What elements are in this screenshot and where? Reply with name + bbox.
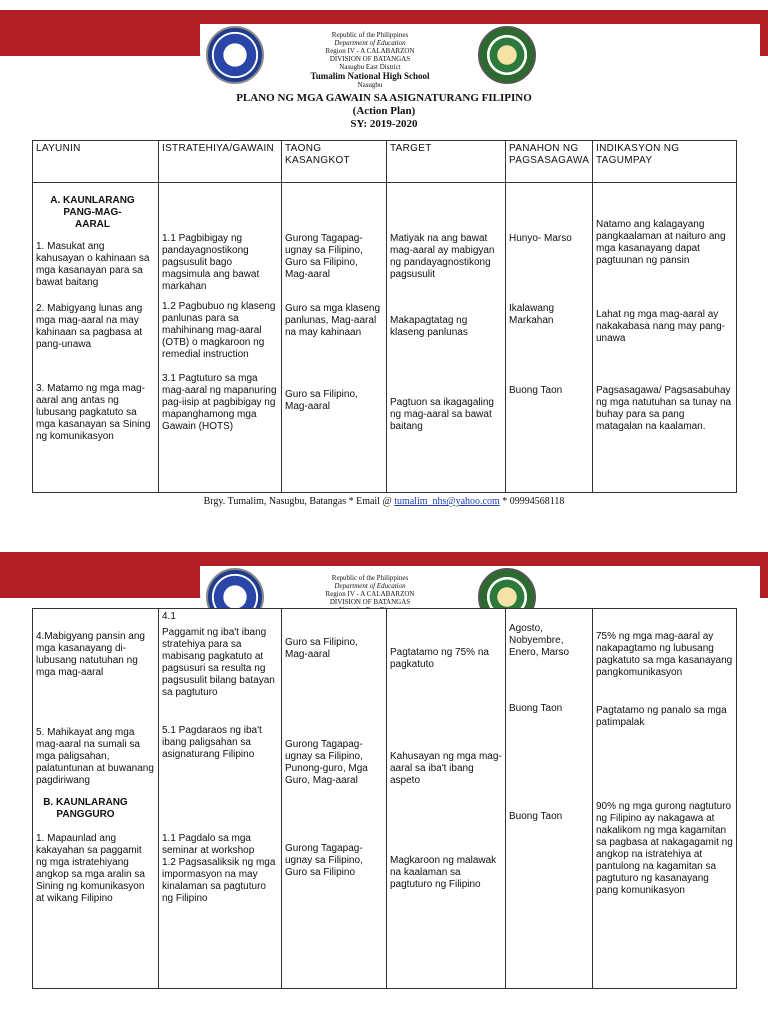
table-header-row [33, 141, 737, 183]
title-line-2: (Action Plan) [352, 105, 416, 117]
cell-target [387, 609, 506, 989]
section-b-heading: B. KAUNLARANG PANGGURO [43, 797, 128, 820]
col-header-panahon: PANAHON NG PAGSASAGAWA [506, 141, 593, 183]
indikasyon-2: Lahat ng mga mag-aaral ay nakakabasa nang may pang-unawa [596, 309, 725, 344]
istratehiya-3: 3.1 Pagtuturo sa mga mag-aaral ng mapanuring pag-iisip at pagbibigay ng mapanghamong mga Gawain (HOTS) [162, 373, 277, 432]
letterhead-2-line-3: Region IV - A CALABARZON [325, 590, 415, 598]
page-2 [0, 550, 768, 1024]
taong-5: Gurong Tagapag-ugnay sa Filipino, Punong-guro, Mga Guro, Mag-aaral [285, 739, 368, 786]
cell-panahon [506, 609, 593, 989]
letterhead-2-line-2: Department of Education [334, 582, 406, 590]
letterhead-2-line-4: DIVISION OF BATANGAS [329, 598, 411, 606]
letterhead-line-5: Nasugbu East District [339, 63, 401, 71]
cell-indikasyon [593, 183, 737, 493]
taong-1: Gurong Tagapag-ugnay sa Filipino, Guro sa Filipino, Mag-aaral [285, 233, 363, 280]
indikasyon-3: Pagsasagawa/ Pagsasabuhay ng mga natutuhan sa tunay na buhay para sa pang matagalan na kaalaman. [596, 385, 732, 432]
indikasyon-1: Natamo ang kalagayang pangkaalaman at naituro ang mga kasanayang dapat pagtuunan ng pansin [596, 219, 726, 266]
target-2: Makapagtatag ng klaseng panlunas [390, 315, 468, 338]
col-header-indikasyon: INDIKASYON NG TAGUMPAY [593, 141, 737, 183]
taong-b1: Gurong Tagapag-ugnay sa Filipino, Guro sa Filipino [285, 843, 363, 878]
istratehiya-b1-b: 1.2 Pagsasaliksik ng mga impormasyon na may kinalaman sa pagtuturo ng Filipino [162, 857, 276, 904]
cell-taong-kasangkot [282, 609, 387, 989]
page-footer [0, 496, 768, 507]
layunin-1: 1. Masukat ang kahusayan o kahinaan sa mga kasanayan para sa bawat baitang [36, 241, 150, 288]
panahon-1: Hunyo- Marso [509, 233, 572, 244]
cell-istratehiya [159, 183, 282, 493]
page-1 [0, 0, 768, 505]
cell-layunin [33, 609, 159, 989]
istratehiya-1: 1.1 Pagbibigay ng pandayagnostikong pagsusulit bago magsimula ang bawat markahan [162, 233, 260, 292]
indikasyon-4: 75% ng mga mag-aaral ay nakapagtamo ng lubusang pagkatuto sa mga kasanayang pangkomunikasyon [596, 631, 733, 678]
panahon-2: Ikalawang Markahan [509, 303, 555, 326]
table-row [33, 609, 737, 989]
layunin-3: 3. Matamo ng mga mag-aaral ang antas ng lubusang pagkatuto sa mga kasanayan sa Sining ng komunikasyon [36, 383, 151, 442]
istratehiya-2: 1.2 Pagbubuo ng klaseng panlunas para sa mahihinang mag-aaral (OTB) o magkaroon ng remedial instruction [162, 301, 276, 360]
title-line-3: SY: 2019-2020 [350, 118, 418, 130]
deped-seal-logo [206, 26, 264, 84]
indikasyon-5: Pagtatamo ng panalo sa mga patimpalak [596, 705, 727, 728]
taong-3: Guro sa Filipino, Mag-aaral [285, 389, 358, 412]
panahon-b1: Buong Taon [509, 811, 563, 822]
cell-istratehiya [159, 609, 282, 989]
target-b1: Magkaroon ng malawak na kaalaman sa pagtuturo ng Filipino [390, 855, 497, 890]
col-header-layunin: LAYUNIN [33, 141, 159, 183]
school-name: Tumalim National High School [310, 71, 430, 81]
target-3: Pagtuon sa ikagagaling ng mag-aaral sa bawat baitang [390, 397, 494, 432]
indikasyon-b1: 90% ng mga gurong nagtuturo ng Filipino ay nakagawa at nakalikom ng mga kagamitan sa pagbasa at nakagagamit ng angkop na istratehiya at pantulong na kagamitan sa pagtuturo ng kasanayang pang komunikasyon [596, 801, 733, 896]
istratehiya-4-num: 4.1 [162, 611, 176, 622]
document-title [0, 92, 768, 131]
letterhead [270, 31, 470, 89]
action-plan-table-page-2 [32, 608, 737, 989]
footer-address: Brgy. Tumalim, Nasugbu, Batangas * Email @ [203, 496, 395, 507]
panahon-5: Buong Taon [509, 703, 563, 714]
panahon-3: Buong Taon [509, 385, 563, 396]
col-header-target: TARGET [387, 141, 506, 183]
target-4: Pagtatamo ng 75% na pagkatuto [390, 647, 489, 670]
school-seal-logo [478, 26, 536, 84]
letterhead-2-line-1: Republic of the Philippines [331, 574, 409, 582]
istratehiya-5: 5.1 Pagdaraos ng iba't ibang paligsahan sa asignaturang Filipino [162, 725, 262, 760]
letterhead-town: Nasugbu [357, 81, 383, 89]
table-row [33, 183, 737, 493]
footer-email-link[interactable]: tumalim_nhs@yahoo.com [394, 496, 500, 507]
section-a-heading: A. KAUNLARANG PANG-MAG-AARAL [50, 195, 135, 230]
istratehiya-4: Paggamit ng iba't ibang stratehiya para sa mabisang pagkatuto at pagsusuri sa resulta ng pagsusulit bilang batayan sa pagtuturo [162, 627, 275, 698]
layunin-5: 5. Mahikayat ang mga mag-aaral na sumali sa mga paligsahan, palatuntunan at buwanang pagdiriwang [36, 727, 154, 786]
cell-indikasyon [593, 609, 737, 989]
target-1: Matiyak na ang bawat mag-aaral ay mabigyan ng pandayagnostikong pagsusulit [390, 233, 495, 280]
target-5: Kahusayan ng mga mag-aaral sa iba't ibang aspeto [390, 751, 502, 786]
col-header-istratehiya: ISTRATEHIYA/GAWAIN [159, 141, 282, 183]
cell-panahon [506, 183, 593, 493]
panahon-4: Agosto, Nobyembre, Enero, Marso [509, 623, 570, 658]
layunin-b1: 1. Mapaunlad ang kakayahan sa paggamit ng mga istratehiyang angkop sa mga aralin sa Sining ng komunikasyon at wikang Filipino [36, 833, 145, 904]
istratehiya-b1-a: 1.1 Pagdalo sa mga seminar at workshop [162, 833, 255, 856]
taong-4: Guro sa Filipino, Mag-aaral [285, 637, 358, 660]
letterhead-line-3: Region IV - A CALABARZON [325, 47, 415, 55]
layunin-4: 4.Mabigyang pansin ang mga kasanayang di-lubusang natutuhan ng mga mag-aaral [36, 631, 145, 678]
cell-taong-kasangkot [282, 183, 387, 493]
action-plan-table-page-1 [32, 140, 737, 493]
title-line-1: PLANO NG MGA GAWAIN SA ASIGNATURANG FILIPINO [236, 92, 532, 104]
cell-target [387, 183, 506, 493]
col-header-taong-kasangkot: TAONG KASANGKOT [282, 141, 387, 183]
letterhead-line-2: Department of Education [334, 39, 406, 47]
letterhead-line-4: DIVISION OF BATANGAS [329, 55, 411, 63]
taong-2: Guro sa mga klaseng panlunas, Mag-aaral na may kahinaan [285, 303, 381, 338]
layunin-2: 2. Mabigyang lunas ang mga mag-aaral na may kahinaan sa pagbasa at pang-unawa [36, 303, 143, 350]
cell-layunin [33, 183, 159, 493]
letterhead-line-1: Republic of the Philippines [331, 31, 409, 39]
footer-phone: * 09994568118 [499, 496, 565, 507]
